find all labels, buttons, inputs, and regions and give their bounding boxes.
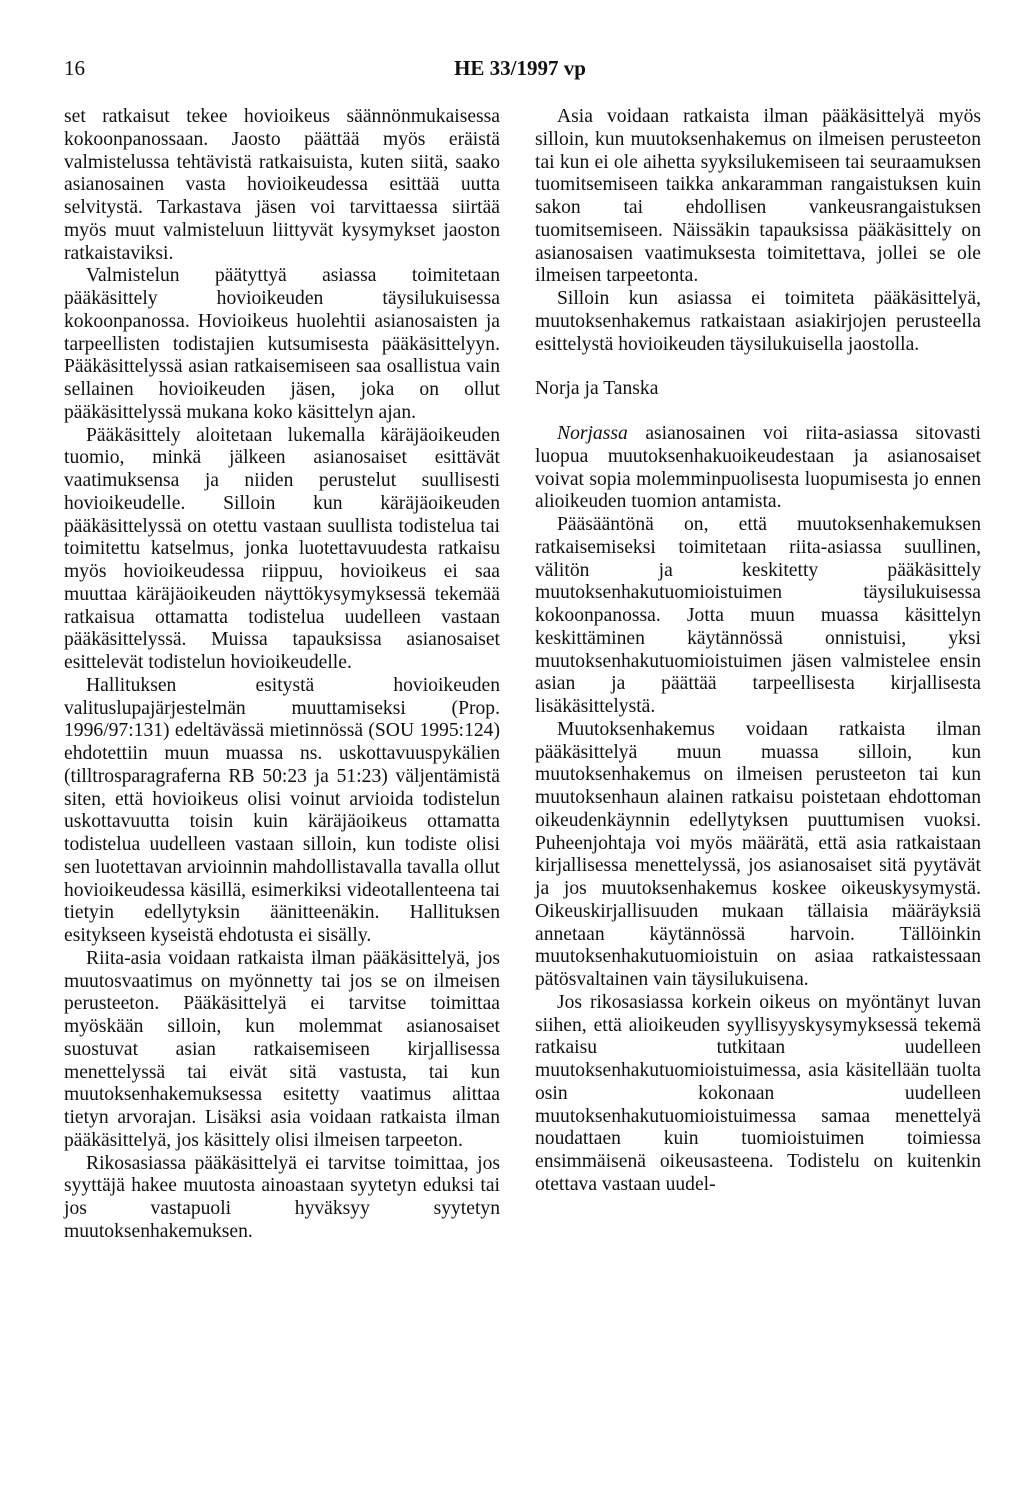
document-id: HE 33/1997 vp: [454, 56, 586, 80]
paragraph: Pääsääntönä on, että muutoksenhakemuksen ratkaisemiseksi toimitetaan riita-asiassa suullinen, välitön ja keskitetty pääkäsittely muutoksenhakutuomioistuimen täysilukuisessa kokoonpanossa. Jotta muun muassa käsittelyn keskittäminen käytännössä onnistuisi, yksi muutoksenhakutuomioistuimen jäsen valmistelee ensin asian ja päättää tarpeellisesta kirjallisesta lisäkäsittelystä.: [535, 514, 981, 717]
paragraph: Silloin kun asiassa ei toimiteta pääkäsittelyä, muutoksenhakemus ratkaistaan asiakirjojen perusteella esittelystä hovioikeuden täysilukuisella jaostolla.: [535, 288, 981, 355]
paragraph: Rikosasiassa pääkäsittelyä ei tarvitse toimittaa, jos syyttäjä hakee muutosta ainoastaan syytetyn eduksi tai jos vastapuoli hyväksyy syytetyn muutoksenhakemuksen.: [64, 1152, 500, 1242]
section-heading: Norja ja Tanska: [535, 378, 659, 400]
paragraph: set ratkaisut tekee hovioikeus säännönmukaisessa kokoonpanossaan. Jaosto päättää myös eräistä valmistelussa tehtävistä ratkaisuista, kuten siitä, saako asianosainen vasta hovioikeudessa esittää uutta selvitystä. Tarkastava jäsen voi tarvittaessa siirtää myös muut valmisteluun liittyvät kysymykset jaoston ratkaistaviksi.: [64, 106, 500, 264]
left-column: [64, 106, 500, 1244]
paragraph-text: asianosainen voi riita-asiassa sitovasti luopua muutoksenhakuoikeudestaan ja asianosaiset voivat sopia molemminpuolisesta luopumisesta jo ennen alioikeuden tuomion antamista.: [535, 423, 981, 513]
paragraph: Valmistelun päätyttyä asiassa toimitetaan pääkäsittely hovioikeuden täysilukuisessa kokoonpanossa. Hovioikeus huolehtii asianosaisten ja tarpeellisten todistajien kutsumisesta pääkäsittelyyn. Pääkäsittelyssä asian ratkaisemiseen saa osallistua vain sellainen hovioikeuden jäsen, joka on ollut pääkäsittelyssä mukana koko käsittelyn ajan.: [64, 265, 500, 423]
paragraph: Riita-asia voidaan ratkaista ilman pääkäsittelyä, jos muutosvaatimus on myönnetty tai jos se on ilmeisen perusteeton. Pääkäsittelyä ei tarvitse toimittaa myöskään silloin, kun molemmat asianosaiset suostuvat asian ratkaisemiseen kirjallisessa menettelyssä tai eivät sitä vastusta, tai kun muutoksenhakemuksessa esitetty vaatimus alittaa tietyn arvorajan. Lisäksi asia voidaan ratkaista ilman pääkäsittelyä, jos käsittely olisi ilmeisen tarpeeton.: [64, 947, 500, 1151]
right-column: [535, 106, 981, 1197]
paragraph: Asia voidaan ratkaista ilman pääkäsittelyä myös silloin, kun muutoksenhakemus on ilmeisen perusteeton tai kun ei ole aihetta syyksilukemiseen tai seuraamuksen tuomitsemiseen taikka ankaramman rangaistuksen kuin sakon tai ehdollisen vankeusrangaistuksen tuomitsemiseen. Näissäkin tapauksissa pääkäsittely on asianosaisen vaatimuksesta toimitettava, jollei se ole ilmeisen tarpeetonta.: [535, 106, 981, 287]
page-number: 16: [64, 56, 85, 80]
page-header: [64, 56, 976, 86]
italic-term: Norjassa: [557, 423, 628, 444]
paragraph: Hallituksen esitystä hovioikeuden valituslupajärjestelmän muuttamiseksi (Prop. 1996/97:131) edeltävässä mietinnössä (SOU 1995:124) ehdotettiin muun muassa ns. uskottavuuspykälien (tilltrosparagraferna RB 50:23 ja 51:23) väljentämistä siten, että hovioikeus olisi voinut arvioida todistelun uskottavuutta toisin kuin käräjäoikeus ottamatta todistelua uudelleen vastaan silloin, kun todiste olisi sen luotettavan arvioinnin mahdollistavalla tavalla ollut hovioikeudessa käsillä, esimerkiksi videotallenteena tai tietyin edellytyksin äänitteenäkin. Hallituksen esitykseen kyseistä ehdotusta ei sisälly.: [64, 674, 500, 946]
paragraph: Jos rikosasiassa korkein oikeus on myöntänyt luvan siihen, että alioikeuden syyllisyyskysymyksessä tekemä ratkaisu tutkitaan uudelleen muutoksenhakutuomioistuimessa, asia käsitellään tuolta osin kokonaan uudelleen muutoksenhakutuomioistuimessa samaa menettelyä noudattaen kuin tuomioistuimen toimiessa ensimmäisenä oikeusasteena. Todistelu on kuitenkin otettava vastaan uudel-: [535, 991, 981, 1195]
paragraph: Pääkäsittely aloitetaan lukemalla käräjäoikeuden tuomio, minkä jälkeen asianosaiset esittävät vaatimuksensa ja niiden perustelut suullisesti hovioikeudelle. Silloin kun käräjäoikeuden pääkäsittelyssä on otettu vastaan suullista todistelua tai toimitettu katselmus, jonka luotettavuudesta ratkaisu myös hovioikeudessa riippuu, hovioikeus ei saa muuttaa käräjäoikeuden näyttökysymyksessä tekemää ratkaisua ottamatta todistelua uudelleen vastaan pääkäsittelyssä. Muissa tapauksissa asianosaiset esittelevät todistelun hovioikeudelle.: [64, 424, 500, 673]
paragraph: [535, 423, 981, 514]
paragraph: Muutoksenhakemus voidaan ratkaista ilman pääkäsittelyä muun muassa silloin, kun muutoksenhakemus on ilmeisen perusteeton tai kun muutoksenhaun alainen ratkaisu poistetaan ehdottoman oikeudenkäynnin edellytyksen puuttumisen vuoksi. Puheenjohtaja voi myös määrätä, että asia ratkaistaan kirjallisessa menettelyssä, jos asianosaiset sitä pyytävät ja jos muutoksenhakemus koskee oikeuskysymystä. Oikeuskirjallisuuden mukaan tällaisia määräyksiä annetaan käytännössä harvoin. Tällöinkin muutoksenhakutuomioistuin on asiaa ratkaistessaan pätösvaltainen vain täysilukuisena.: [535, 718, 981, 990]
